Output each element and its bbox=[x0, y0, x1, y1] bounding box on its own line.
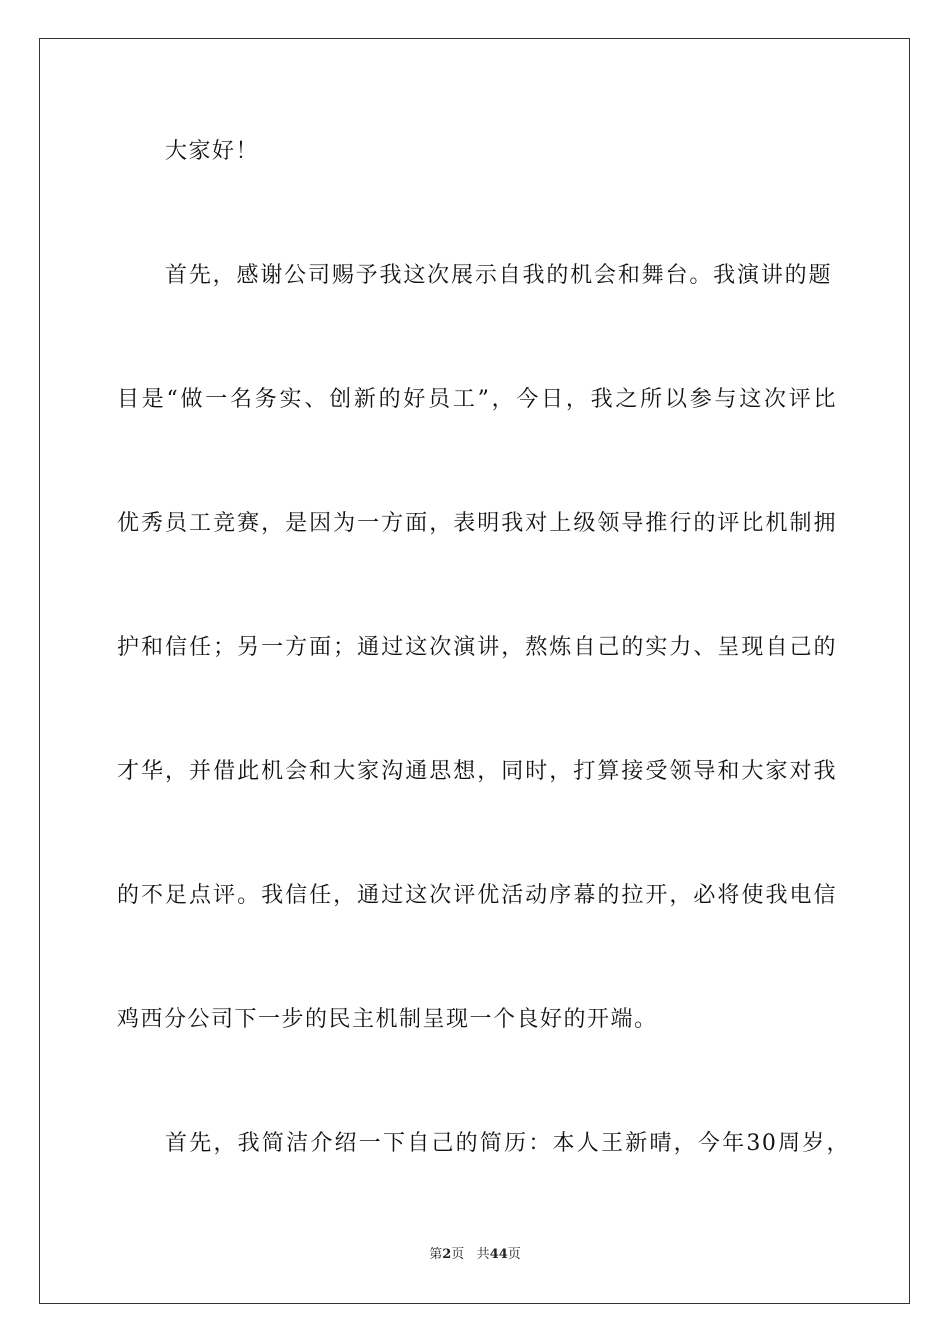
paragraph-line: 优秀员工竞赛，是因为一方面，表明我对上级领导推行的评比机制拥 bbox=[117, 511, 837, 536]
paragraph-line: 护和信任；另一方面；通过这次演讲，熬炼自己的实力、呈现自己的 bbox=[117, 635, 837, 660]
total-pages-number: 44 bbox=[489, 1247, 508, 1262]
paragraph-line: 鸡西分公司下一步的民主机制呈现一个良好的开端。 bbox=[117, 1007, 658, 1032]
footer-total-prefix: 共 bbox=[476, 1247, 490, 1262]
current-page-number: 2 bbox=[442, 1247, 452, 1262]
footer-page-suffix: 页 bbox=[451, 1247, 465, 1262]
page-frame bbox=[39, 38, 910, 1304]
paragraph-line: 才华，并借此机会和大家沟通思想，同时，打算接受领导和大家对我 bbox=[117, 759, 837, 784]
footer-prefix: 第 bbox=[429, 1247, 443, 1262]
paragraph-line: 首先，我简洁介绍一下自己的简历：本人王新晴，今年30周岁， bbox=[165, 1131, 850, 1156]
footer-total-suffix: 页 bbox=[507, 1247, 521, 1262]
paragraph-line: 首先，感谢公司赐予我这次展示自我的机会和舞台。我演讲的题 bbox=[165, 263, 832, 288]
paragraph-line: 的不足点评。我信任，通过这次评优活动序幕的拉开，必将使我电信 bbox=[117, 883, 837, 908]
paragraph-line: 大家好！ bbox=[165, 139, 260, 164]
paragraph-line: 目是“做一名务实、创新的好员工”，今日，我之所以参与这次评比 bbox=[117, 387, 837, 412]
page-footer bbox=[0, 1246, 950, 1264]
